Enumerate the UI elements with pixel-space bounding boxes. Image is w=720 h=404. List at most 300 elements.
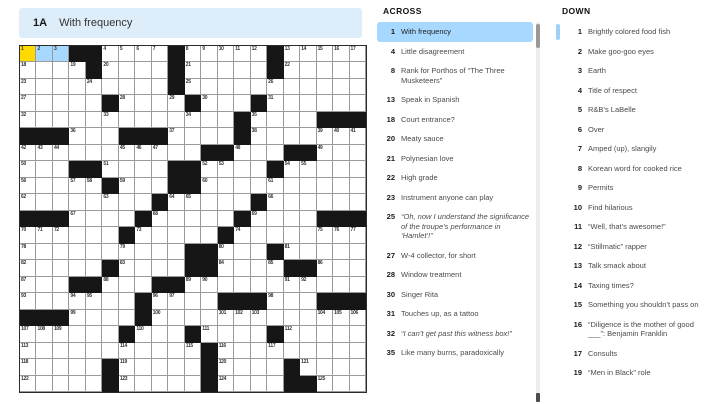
grid-cell[interactable] (168, 194, 184, 210)
grid-cell[interactable] (300, 46, 316, 62)
grid-cell[interactable] (317, 95, 333, 111)
grid-cell[interactable] (102, 277, 118, 293)
grid-cell[interactable] (333, 145, 349, 161)
grid-cell[interactable] (102, 310, 118, 326)
scrollbar-end-nub[interactable] (536, 393, 540, 402)
grid-cell[interactable] (168, 376, 184, 392)
grid-cell[interactable] (201, 46, 217, 62)
grid-cell[interactable] (333, 178, 349, 194)
grid-cell[interactable] (102, 46, 118, 62)
grid-cell[interactable] (300, 211, 316, 227)
grid-cell[interactable] (152, 293, 168, 309)
down-clue-item[interactable] (564, 139, 716, 159)
grid-cell[interactable] (350, 128, 366, 144)
grid-cell[interactable] (185, 128, 201, 144)
grid-cell[interactable] (317, 376, 333, 392)
grid-cell[interactable] (284, 310, 300, 326)
grid-cell[interactable] (234, 145, 250, 161)
across-clue-item[interactable] (377, 324, 533, 344)
grid-cell[interactable] (119, 244, 135, 260)
grid-cell[interactable] (350, 343, 366, 359)
grid-cell[interactable] (333, 194, 349, 210)
grid-cell[interactable] (119, 211, 135, 227)
grid-cell[interactable] (201, 62, 217, 78)
grid-cell[interactable] (267, 310, 283, 326)
grid-cell[interactable] (69, 211, 85, 227)
grid-cell[interactable] (317, 260, 333, 276)
grid-cell[interactable] (20, 376, 36, 392)
grid-cell[interactable] (53, 359, 69, 375)
grid-cell[interactable] (267, 260, 283, 276)
grid-cell[interactable] (317, 194, 333, 210)
grid-cell[interactable] (102, 211, 118, 227)
grid-cell[interactable] (86, 376, 102, 392)
grid-cell[interactable] (333, 260, 349, 276)
grid-cell[interactable] (152, 161, 168, 177)
grid-cell[interactable] (102, 62, 118, 78)
grid-cell[interactable] (152, 227, 168, 243)
grid-cell[interactable] (333, 79, 349, 95)
grid-cell[interactable] (350, 194, 366, 210)
grid-cell[interactable] (102, 227, 118, 243)
grid-cell[interactable] (168, 359, 184, 375)
grid-cell[interactable] (36, 145, 52, 161)
grid-cell[interactable] (135, 326, 151, 342)
grid-cell[interactable] (152, 343, 168, 359)
grid-cell[interactable] (135, 178, 151, 194)
grid-cell[interactable] (102, 343, 118, 359)
grid-cell[interactable] (284, 79, 300, 95)
grid-cell[interactable] (333, 343, 349, 359)
grid-cell[interactable] (86, 227, 102, 243)
grid-cell[interactable] (102, 112, 118, 128)
grid-cell[interactable] (36, 376, 52, 392)
grid-cell[interactable] (36, 244, 52, 260)
grid-cell[interactable] (300, 277, 316, 293)
grid-cell[interactable] (53, 277, 69, 293)
grid-cell[interactable] (119, 178, 135, 194)
grid-cell[interactable] (234, 376, 250, 392)
across-clue-item[interactable] (377, 207, 533, 246)
grid-cell[interactable] (119, 376, 135, 392)
grid-cell[interactable] (135, 277, 151, 293)
grid-cell[interactable] (20, 343, 36, 359)
grid-cell[interactable] (135, 227, 151, 243)
grid-cell[interactable] (135, 194, 151, 210)
grid-cell[interactable] (333, 46, 349, 62)
grid-cell[interactable] (86, 343, 102, 359)
grid-cell[interactable] (251, 145, 267, 161)
grid-cell[interactable] (185, 145, 201, 161)
grid-cell[interactable] (218, 62, 234, 78)
grid-cell[interactable] (152, 260, 168, 276)
grid-cell[interactable] (185, 62, 201, 78)
grid-cell[interactable] (152, 79, 168, 95)
grid-cell[interactable] (185, 79, 201, 95)
grid-cell[interactable] (102, 194, 118, 210)
down-clue-item[interactable] (564, 22, 716, 42)
grid-cell[interactable] (234, 161, 250, 177)
grid-cell[interactable] (168, 260, 184, 276)
down-clue-item[interactable] (564, 276, 716, 296)
grid-cell[interactable] (201, 310, 217, 326)
grid-cell[interactable] (86, 145, 102, 161)
grid-cell[interactable] (284, 112, 300, 128)
grid-cell[interactable] (69, 310, 85, 326)
grid-cell[interactable] (69, 62, 85, 78)
grid-cell[interactable] (218, 260, 234, 276)
grid-cell[interactable] (333, 310, 349, 326)
grid-cell[interactable] (185, 376, 201, 392)
grid-cell[interactable] (317, 62, 333, 78)
down-clue-item[interactable] (564, 217, 716, 237)
down-clue-item[interactable] (564, 363, 716, 383)
grid-cell[interactable] (251, 277, 267, 293)
grid-cell[interactable] (350, 326, 366, 342)
grid-cell[interactable] (284, 211, 300, 227)
grid-cell[interactable] (185, 194, 201, 210)
grid-cell[interactable] (201, 79, 217, 95)
grid-cell[interactable] (69, 128, 85, 144)
across-clue-item[interactable] (377, 110, 533, 130)
grid-cell[interactable] (267, 277, 283, 293)
grid-cell[interactable] (20, 145, 36, 161)
grid-cell[interactable] (218, 178, 234, 194)
grid-cell[interactable] (119, 112, 135, 128)
across-clue-item[interactable] (377, 168, 533, 188)
grid-cell[interactable] (86, 194, 102, 210)
scrollbar-thumb[interactable] (536, 24, 540, 48)
grid-cell[interactable] (53, 95, 69, 111)
grid-cell[interactable] (234, 46, 250, 62)
grid-cell[interactable] (201, 227, 217, 243)
grid-cell[interactable] (36, 95, 52, 111)
grid-cell[interactable] (234, 343, 250, 359)
grid-cell[interactable] (234, 277, 250, 293)
grid-cell[interactable] (218, 79, 234, 95)
grid-cell[interactable] (53, 343, 69, 359)
grid-cell[interactable] (135, 95, 151, 111)
grid-cell[interactable] (218, 194, 234, 210)
grid-cell[interactable] (86, 178, 102, 194)
grid-cell[interactable] (53, 79, 69, 95)
grid-cell[interactable] (86, 211, 102, 227)
grid-cell[interactable] (185, 112, 201, 128)
grid-cell[interactable] (20, 277, 36, 293)
grid-cell[interactable] (119, 359, 135, 375)
down-clue-item[interactable] (564, 159, 716, 179)
grid-cell[interactable] (168, 293, 184, 309)
grid-cell[interactable] (36, 62, 52, 78)
grid-cell[interactable] (20, 260, 36, 276)
grid-cell[interactable] (234, 95, 250, 111)
grid-cell[interactable] (185, 227, 201, 243)
grid-cell[interactable] (317, 161, 333, 177)
grid-cell[interactable] (135, 112, 151, 128)
grid-cell[interactable] (218, 95, 234, 111)
grid-cell[interactable] (317, 277, 333, 293)
grid-cell[interactable] (251, 260, 267, 276)
grid-cell[interactable] (317, 359, 333, 375)
grid-cell[interactable] (251, 79, 267, 95)
grid-cell[interactable] (86, 260, 102, 276)
grid-cell[interactable] (284, 244, 300, 260)
grid-cell[interactable] (350, 62, 366, 78)
grid-cell[interactable] (267, 128, 283, 144)
crossword-grid[interactable] (19, 45, 367, 393)
grid-cell[interactable] (201, 326, 217, 342)
grid-cell[interactable] (69, 145, 85, 161)
grid-cell[interactable] (119, 194, 135, 210)
grid-cell[interactable] (20, 95, 36, 111)
grid-cell[interactable] (218, 376, 234, 392)
grid-cell[interactable] (53, 244, 69, 260)
grid-cell[interactable] (53, 326, 69, 342)
grid-cell[interactable] (102, 326, 118, 342)
grid-cell[interactable] (168, 95, 184, 111)
grid-cell[interactable] (267, 227, 283, 243)
grid-cell[interactable] (284, 128, 300, 144)
grid-cell[interactable] (135, 161, 151, 177)
grid-cell[interactable] (284, 293, 300, 309)
grid-cell[interactable] (267, 79, 283, 95)
grid-cell[interactable] (53, 376, 69, 392)
grid-cell[interactable] (36, 46, 52, 62)
down-clue-item[interactable] (564, 256, 716, 276)
grid-cell[interactable] (168, 343, 184, 359)
grid-cell[interactable] (69, 376, 85, 392)
across-clue-item[interactable] (377, 22, 533, 42)
grid-cell[interactable] (36, 178, 52, 194)
grid-cell[interactable] (350, 359, 366, 375)
grid-cell[interactable] (317, 79, 333, 95)
grid-cell[interactable] (168, 128, 184, 144)
grid-cell[interactable] (69, 260, 85, 276)
grid-cell[interactable] (53, 46, 69, 62)
grid-cell[interactable] (53, 161, 69, 177)
across-clue-item[interactable] (377, 304, 533, 324)
grid-cell[interactable] (284, 161, 300, 177)
grid-cell[interactable] (201, 194, 217, 210)
down-clue-item[interactable] (564, 81, 716, 101)
grid-cell[interactable] (135, 343, 151, 359)
grid-cell[interactable] (300, 310, 316, 326)
grid-cell[interactable] (201, 112, 217, 128)
grid-cell[interactable] (284, 46, 300, 62)
grid-cell[interactable] (53, 62, 69, 78)
grid-cell[interactable] (284, 326, 300, 342)
grid-cell[interactable] (135, 359, 151, 375)
grid-cell[interactable] (119, 95, 135, 111)
grid-cell[interactable] (86, 326, 102, 342)
grid-cell[interactable] (251, 178, 267, 194)
grid-cell[interactable] (251, 343, 267, 359)
grid-cell[interactable] (86, 95, 102, 111)
grid-cell[interactable] (69, 112, 85, 128)
grid-cell[interactable] (350, 260, 366, 276)
across-clue-item[interactable] (377, 343, 533, 363)
across-clue-item[interactable] (377, 246, 533, 266)
grid-cell[interactable] (102, 145, 118, 161)
grid-cell[interactable] (152, 95, 168, 111)
grid-cell[interactable] (119, 145, 135, 161)
grid-cell[interactable] (53, 293, 69, 309)
across-clue-list[interactable] (377, 22, 533, 363)
grid-cell[interactable] (300, 343, 316, 359)
grid-cell[interactable] (234, 62, 250, 78)
grid-cell[interactable] (102, 79, 118, 95)
grid-cell[interactable] (86, 128, 102, 144)
grid-cell[interactable] (69, 244, 85, 260)
down-clue-item[interactable] (564, 315, 716, 344)
grid-cell[interactable] (20, 161, 36, 177)
grid-cell[interactable] (135, 376, 151, 392)
grid-cell[interactable] (20, 112, 36, 128)
grid-cell[interactable] (317, 326, 333, 342)
grid-cell[interactable] (20, 244, 36, 260)
grid-cell[interactable] (333, 227, 349, 243)
grid-cell[interactable] (36, 194, 52, 210)
grid-cell[interactable] (102, 293, 118, 309)
grid-cell[interactable] (350, 277, 366, 293)
grid-cell[interactable] (267, 343, 283, 359)
grid-cell[interactable] (300, 62, 316, 78)
grid-cell[interactable] (119, 260, 135, 276)
grid-cell[interactable] (251, 46, 267, 62)
grid-cell[interactable] (69, 227, 85, 243)
down-clue-item[interactable] (564, 178, 716, 198)
grid-cell[interactable] (201, 178, 217, 194)
grid-cell[interactable] (102, 244, 118, 260)
across-clue-item[interactable] (377, 90, 533, 110)
grid-cell[interactable] (135, 244, 151, 260)
grid-cell[interactable] (152, 112, 168, 128)
grid-cell[interactable] (300, 359, 316, 375)
grid-cell[interactable] (168, 310, 184, 326)
grid-cell[interactable] (69, 95, 85, 111)
grid-cell[interactable] (333, 62, 349, 78)
grid-cell[interactable] (36, 161, 52, 177)
grid-cell[interactable] (234, 260, 250, 276)
grid-cell[interactable] (350, 46, 366, 62)
grid-cell[interactable] (218, 343, 234, 359)
grid-cell[interactable] (300, 95, 316, 111)
across-clue-item[interactable] (377, 129, 533, 149)
grid-cell[interactable] (234, 359, 250, 375)
grid-cell[interactable] (20, 194, 36, 210)
grid-cell[interactable] (218, 277, 234, 293)
grid-cell[interactable] (135, 46, 151, 62)
grid-cell[interactable] (20, 326, 36, 342)
grid-cell[interactable] (251, 376, 267, 392)
grid-cell[interactable] (135, 260, 151, 276)
grid-cell[interactable] (168, 227, 184, 243)
grid-cell[interactable] (234, 227, 250, 243)
grid-cell[interactable] (20, 293, 36, 309)
grid-cell[interactable] (300, 244, 316, 260)
grid-cell[interactable] (251, 359, 267, 375)
grid-cell[interactable] (333, 95, 349, 111)
grid-cell[interactable] (251, 326, 267, 342)
grid-cell[interactable] (53, 260, 69, 276)
grid-cell[interactable] (300, 326, 316, 342)
grid-cell[interactable] (317, 128, 333, 144)
grid-cell[interactable] (267, 95, 283, 111)
grid-cell[interactable] (86, 310, 102, 326)
grid-cell[interactable] (218, 161, 234, 177)
grid-cell[interactable] (201, 128, 217, 144)
grid-cell[interactable] (152, 178, 168, 194)
grid-cell[interactable] (53, 227, 69, 243)
grid-cell[interactable] (36, 79, 52, 95)
grid-cell[interactable] (284, 194, 300, 210)
down-clue-item[interactable] (564, 198, 716, 218)
across-clue-item[interactable] (377, 42, 533, 62)
grid-cell[interactable] (218, 112, 234, 128)
grid-cell[interactable] (201, 293, 217, 309)
grid-cell[interactable] (20, 46, 36, 62)
grid-cell[interactable] (20, 79, 36, 95)
grid-cell[interactable] (168, 326, 184, 342)
grid-cell[interactable] (218, 359, 234, 375)
grid-cell[interactable] (350, 310, 366, 326)
grid-cell[interactable] (69, 359, 85, 375)
grid-cell[interactable] (234, 194, 250, 210)
down-clue-item[interactable] (564, 42, 716, 62)
grid-cell[interactable] (350, 79, 366, 95)
grid-cell[interactable] (36, 326, 52, 342)
grid-cell[interactable] (317, 178, 333, 194)
grid-cell[interactable] (218, 326, 234, 342)
grid-cell[interactable] (152, 359, 168, 375)
grid-cell[interactable] (267, 145, 283, 161)
grid-cell[interactable] (267, 178, 283, 194)
grid-cell[interactable] (251, 112, 267, 128)
grid-cell[interactable] (267, 293, 283, 309)
down-clue-item[interactable] (564, 344, 716, 364)
grid-cell[interactable] (317, 227, 333, 243)
grid-cell[interactable] (86, 293, 102, 309)
grid-cell[interactable] (317, 46, 333, 62)
grid-cell[interactable] (300, 128, 316, 144)
grid-cell[interactable] (201, 161, 217, 177)
grid-cell[interactable] (333, 161, 349, 177)
down-clue-item[interactable] (564, 237, 716, 257)
grid-cell[interactable] (333, 376, 349, 392)
grid-cell[interactable] (102, 128, 118, 144)
grid-cell[interactable] (36, 359, 52, 375)
grid-cell[interactable] (185, 277, 201, 293)
grid-cell[interactable] (152, 244, 168, 260)
grid-cell[interactable] (152, 62, 168, 78)
grid-cell[interactable] (218, 244, 234, 260)
grid-cell[interactable] (185, 293, 201, 309)
grid-cell[interactable] (135, 62, 151, 78)
grid-cell[interactable] (119, 46, 135, 62)
grid-cell[interactable] (350, 178, 366, 194)
grid-cell[interactable] (119, 277, 135, 293)
grid-cell[interactable] (350, 227, 366, 243)
grid-cell[interactable] (300, 194, 316, 210)
grid-cell[interactable] (218, 46, 234, 62)
grid-cell[interactable] (36, 277, 52, 293)
down-clue-item[interactable] (564, 295, 716, 315)
grid-cell[interactable] (36, 260, 52, 276)
grid-cell[interactable] (251, 310, 267, 326)
grid-cell[interactable] (119, 293, 135, 309)
grid-cell[interactable] (168, 145, 184, 161)
grid-cell[interactable] (251, 244, 267, 260)
